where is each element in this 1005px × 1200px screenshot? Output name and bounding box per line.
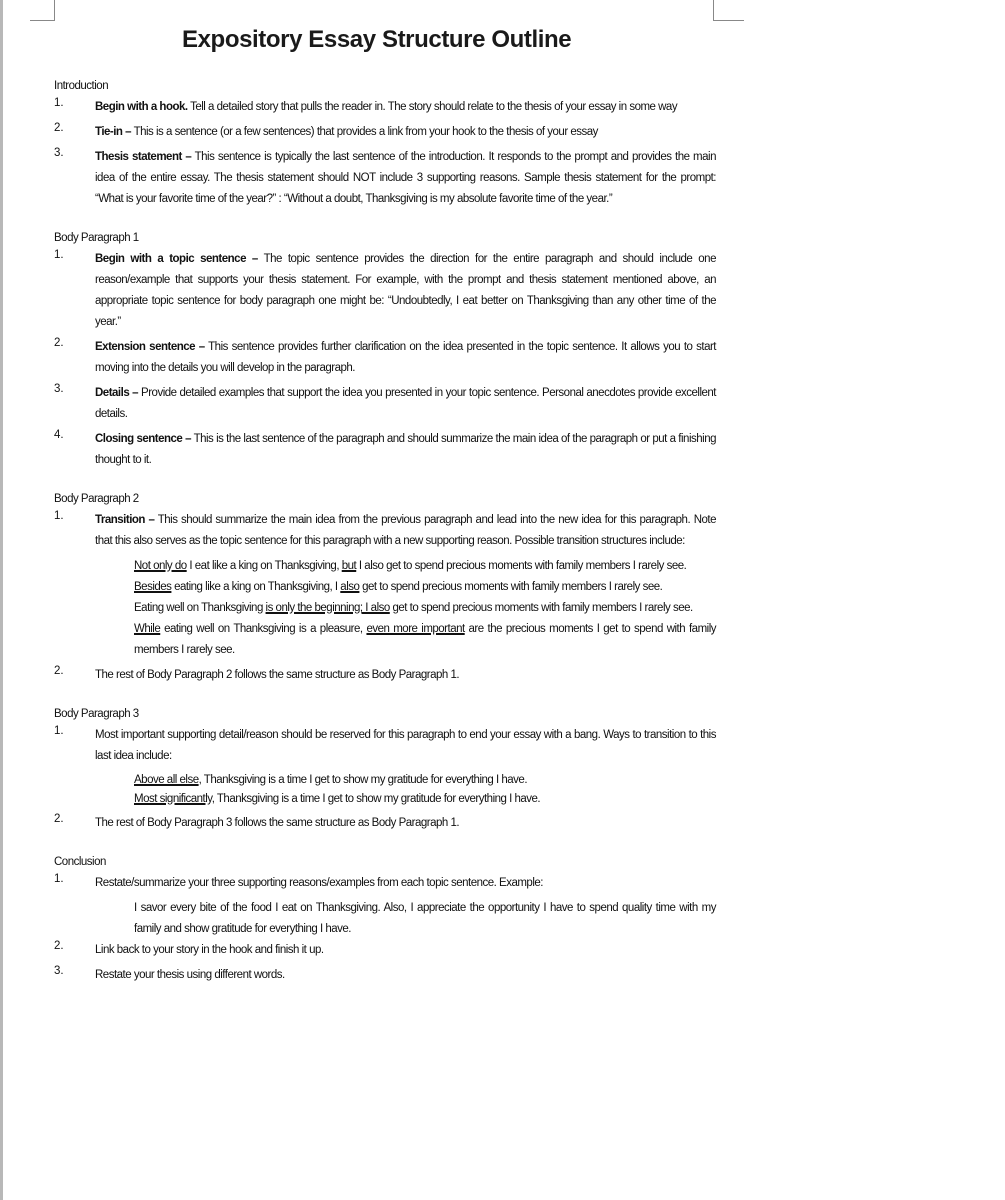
underlined-phrase: but [341,560,357,572]
list-item [54,122,716,143]
transition-example [134,771,716,790]
list-item [54,429,716,471]
section-heading: Conclusion [54,856,106,868]
transition-example [134,619,716,661]
underlined-phrase: Most significantly [134,793,212,805]
example-text: are the precious moments I get to spend with family members I rarely see. [134,623,717,656]
list-item [54,813,716,834]
item-text: Restate your thesis using different words. [95,969,285,981]
underlined-phrase: also [340,581,360,593]
item-term: Extension sentence – [95,341,205,353]
list-item [54,725,716,767]
document-page [54,26,716,1008]
item-term: Tie-in – [95,126,132,138]
item-number: 1. [54,97,64,109]
transition-example [134,790,716,809]
margin-corner-mark-right [713,0,744,21]
item-term: Closing sentence – [95,433,191,445]
item-term: Thesis statement – [95,151,192,163]
item-text: The rest of Body Paragraph 2 follows the same structure as Body Paragraph 1. [95,669,460,681]
underlined-phrase: Not only do [134,560,187,572]
section-heading: Body Paragraph 2 [54,493,139,505]
list-item [54,873,716,894]
underlined-phrase: Above all else [134,774,199,786]
underlined-phrase: Besides [134,581,172,593]
list-item [54,249,716,333]
item-number: 2. [54,122,64,134]
item-number: 2. [54,813,64,825]
item-number: 1. [54,873,64,885]
section-heading: Body Paragraph 1 [54,232,139,244]
item-number: 4. [54,429,64,441]
underlined-phrase: While [134,623,161,635]
list-item [54,97,716,118]
section-body-paragraph-2 [54,493,716,686]
item-text: Most important supporting detail/reason should be reserved for this paragraph to end your essay with a bang. Ways to transition to this last idea include: [95,729,716,762]
section-body-paragraph-3 [54,708,716,834]
list-item [54,665,716,686]
example-text: I also get to spend precious moments with family members I rarely see. [356,560,687,572]
example-text: eating like a king on Thanksgiving, I [171,581,341,593]
item-number: 2. [54,940,64,952]
transition-example [134,577,716,598]
underlined-phrase: even more important [366,623,465,635]
example-text: , Thanksgiving is a time I get to show my gratitude for everything I have. [211,793,541,805]
item-number: 2. [54,665,64,677]
section-introduction [54,80,716,210]
example-text: I eat like a king on Thanksgiving, [186,560,342,572]
margin-corner-mark-left [30,0,55,21]
item-term: Begin with a topic sentence – [95,253,258,265]
section-conclusion [54,856,716,986]
item-text: This sentence is typically the last sentence of the introduction. It responds to the prompt and provides the main idea of the entire essay. The thesis statement should NOT include 3 supporting reasons. Sample thesis statement for the prompt: “What is your favorite time of the year?” : “Without a doubt, Thanksgiving is my absolute favorite time of the year.” [95,151,716,205]
example-text: get to spend precious moments with family members I rarely see. [389,602,693,614]
list-item [54,383,716,425]
item-text: This should summarize the main idea from the previous paragraph and lead into the new idea for this paragraph. Note that this also serves as the topic sentence for this paragraph with a new supporting reason. Possible transition structures include: [95,514,716,547]
item-number: 1. [54,725,64,737]
list-item [54,337,716,379]
item-number: 3. [54,965,64,977]
list-item [54,940,716,961]
item-term: Transition – [95,514,155,526]
item-text: This is a sentence (or a few sentences) that provides a link from your hook to the thesis of your essay [133,126,598,138]
transition-example [134,598,716,619]
item-text: Restate/summarize your three supporting reasons/examples from each topic sentence. Example: [95,877,543,889]
item-number: 2. [54,337,64,349]
example-text: eating well on Thanksgiving is a pleasure, [160,623,367,635]
list-item [54,147,716,210]
item-text: This is the last sentence of the paragraph and should summarize the main idea of the paragraph or put a finishing thought to it. [95,433,716,466]
item-text: The topic sentence provides the direction for the entire paragraph and should include one reason/example that supports your thesis statement. For example, with the prompt and thesis statement mentioned above, an appropriate topic sentence for body paragraph one might be: “Undoubtedly, I eat better on Thanksgiving than any other time of the year.” [95,253,716,328]
page-left-edge [0,0,3,1200]
item-number: 1. [54,249,64,261]
conclusion-example: I savor every bite of the food I eat on Thanksgiving. Also, I appreciate the opportunity I have to spend quality time with my family and show gratitude for everything I have. [134,902,716,935]
item-text: This sentence provides further clarification on the idea presented in the topic sentence. It allows you to start moving into the details you will develop in the paragraph. [95,341,716,374]
item-number: 1. [54,510,64,522]
item-text: The rest of Body Paragraph 3 follows the same structure as Body Paragraph 1. [95,817,460,829]
item-text: Provide detailed examples that support the idea you presented in your topic sentence. Personal anecdotes provide excellent details. [95,387,716,420]
section-heading: Introduction [54,80,109,92]
list-item [54,965,716,986]
list-item [54,510,716,552]
item-number: 3. [54,147,64,159]
item-term: Details – [95,387,139,399]
transition-example [134,556,716,577]
item-text: Link back to your story in the hook and finish it up. [95,944,324,956]
example-text: get to spend precious moments with family members I rarely see. [359,581,663,593]
section-heading: Body Paragraph 3 [54,708,139,720]
item-number: 3. [54,383,64,395]
item-text: Tell a detailed story that pulls the reader in. The story should relate to the thesis of your essay in some way [190,101,678,113]
document-title: Expository Essay Structure Outline [182,26,572,53]
section-body-paragraph-1 [54,232,716,471]
item-term: Begin with a hook. [95,101,188,113]
example-text: Eating well on Thanksgiving [134,602,266,614]
example-text: , Thanksgiving is a time I get to show my gratitude for everything I have. [198,774,528,786]
underlined-phrase: is only the beginning; I also [265,602,390,614]
